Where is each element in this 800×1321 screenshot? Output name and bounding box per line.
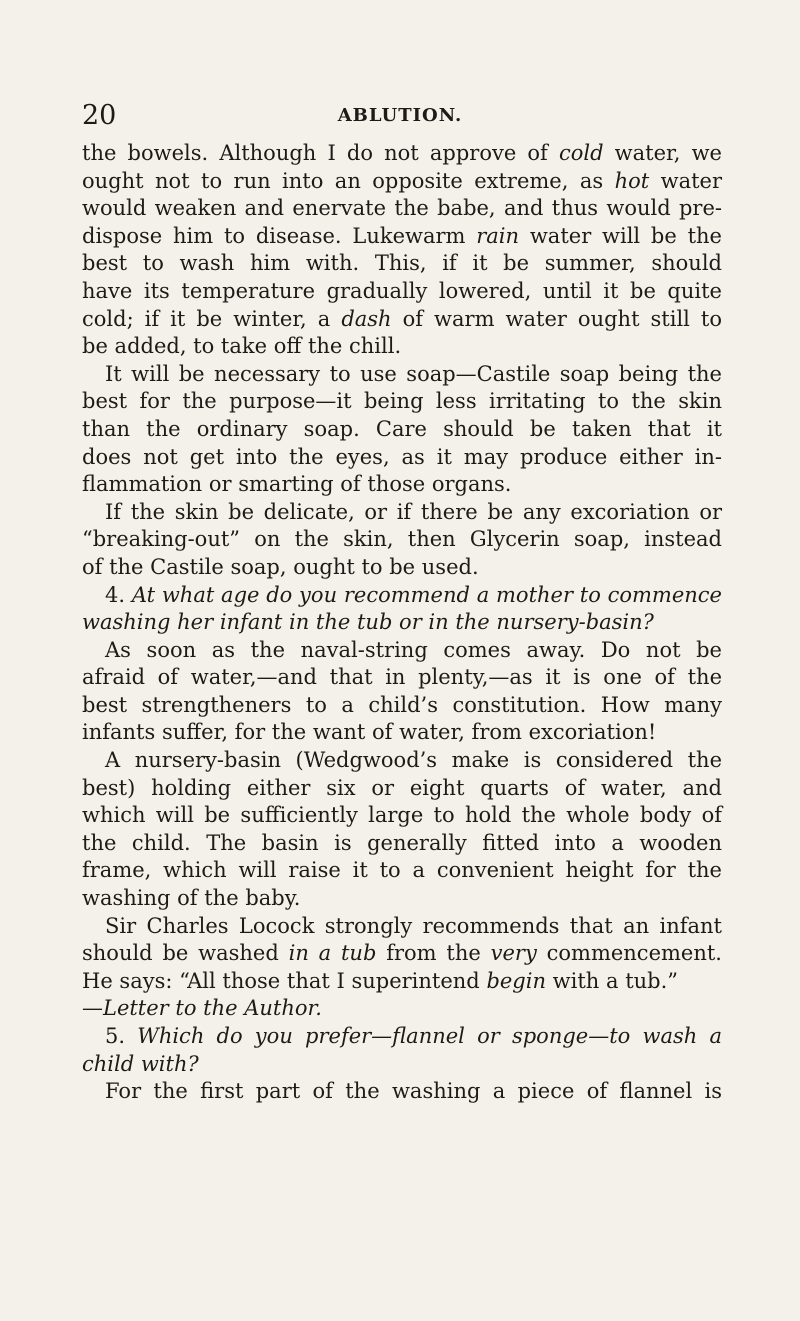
- text-segment: A nursery-basin (Wedgwood’s make is considered the: [105, 748, 722, 773]
- text-segment: If the skin be delicate, or if there be any excoriation or: [105, 499, 722, 524]
- text-line: [82, 1051, 722, 1079]
- text-line: [82, 250, 722, 278]
- text-segment: Sir Charles Locock strongly recommends that an infant: [105, 913, 722, 938]
- text-segment: cold; if it be winter, a: [82, 306, 342, 331]
- text-line: [82, 444, 722, 472]
- text-line: [82, 140, 722, 168]
- text-line: [82, 168, 722, 196]
- text-line: [82, 278, 722, 306]
- italic-text: very: [490, 941, 537, 966]
- text-line: [82, 609, 722, 637]
- text-segment: water will be the: [519, 223, 722, 248]
- text-line: [82, 968, 722, 996]
- text-segment: best strengtheners to a child’s constitution. How many: [82, 692, 722, 717]
- text-segment: with a tub.”: [546, 968, 679, 993]
- text-segment: best) holding either six or eight quarts of water, and: [82, 775, 722, 800]
- text-segment: best to wash him with. This, if it be summer, should: [82, 251, 722, 276]
- text-line: [82, 719, 722, 747]
- text-line: [82, 664, 722, 692]
- text-segment: washing of the baby.: [82, 886, 301, 911]
- text-line: [82, 637, 722, 665]
- italic-text: dash: [341, 306, 392, 331]
- text-line: [82, 885, 722, 913]
- text-segment: 5.: [105, 1024, 138, 1048]
- text-segment: be added, to take off the chill.: [82, 334, 402, 359]
- text-segment: than the ordinary soap. Care should be taken that it: [82, 416, 722, 441]
- text-segment: of warm water ought still to: [391, 306, 722, 331]
- text-segment: water: [649, 168, 722, 193]
- text-line: [82, 775, 722, 803]
- italic-text: hot: [614, 168, 650, 193]
- text-line: [82, 692, 722, 720]
- text-line: [82, 913, 722, 941]
- text-line: [82, 1078, 722, 1106]
- text-segment: water, we: [603, 141, 722, 165]
- text-segment: “breaking-out” on the skin, then Glycerin soap, instead: [82, 527, 722, 552]
- italic-text: in a tub: [288, 941, 377, 966]
- text-line: [82, 802, 722, 830]
- text-segment: dispose him to disease. Lukewarm: [82, 223, 477, 248]
- text-segment: 4.: [105, 582, 132, 607]
- text-segment: infants suffer, for the want of water, from excoriation!: [82, 720, 657, 745]
- italic-text: Letter to the Author.: [103, 996, 322, 1021]
- body-text: [82, 140, 722, 1106]
- text-line: [82, 306, 722, 334]
- text-line: [82, 195, 722, 223]
- text-segment: afraid of water,—and that in plenty,—as it is one of the: [82, 665, 722, 690]
- text-line: [82, 554, 722, 582]
- text-segment: It will be necessary to use soap—Castile soap being the: [105, 361, 722, 386]
- italic-text: rain: [476, 223, 520, 248]
- text-segment: commencement.: [536, 941, 722, 966]
- text-segment: best for the purpose—it being less irritating to the skin: [82, 389, 722, 414]
- text-segment: from the: [376, 941, 491, 966]
- text-line: [82, 223, 722, 251]
- text-segment: He says: “All those that I superintend: [82, 968, 487, 993]
- italic-text: Which do you prefer—flannel or sponge—to wash a: [137, 1024, 722, 1048]
- text-line: [82, 830, 722, 858]
- text-line: [82, 361, 722, 389]
- text-segment: would weaken and enervate the babe, and thus would pre-: [82, 196, 722, 221]
- page-number: 20: [82, 100, 117, 131]
- text-line: [82, 388, 722, 416]
- text-line: [82, 499, 722, 527]
- text-line: [82, 940, 722, 968]
- text-segment: does not get into the eyes, as it may produce either in-: [82, 444, 722, 469]
- text-segment: For the first part of the washing a piece of flannel is: [105, 1079, 722, 1104]
- text-segment: the child. The basin is generally fitted into a wooden: [82, 830, 722, 855]
- text-segment: ought not to run into an opposite extreme, as: [82, 168, 615, 193]
- text-line: [82, 471, 722, 499]
- text-line: [82, 747, 722, 775]
- italic-text: washing her infant in the tub or in the nursery-basin?: [82, 610, 654, 635]
- text-segment: should be washed: [82, 941, 289, 966]
- text-segment: the bowels. Although I do not approve of: [82, 141, 559, 165]
- text-segment: have its temperature gradually lowered, until it be quite: [82, 278, 722, 303]
- text-line: [82, 416, 722, 444]
- text-line: [82, 857, 722, 885]
- italic-text: At what age do you recommend a mother to commence: [131, 582, 722, 607]
- running-head: ABLUTION.: [337, 105, 463, 126]
- text-line: [82, 1023, 722, 1051]
- page-header: [82, 100, 718, 130]
- text-line: [82, 582, 722, 610]
- text-line: [82, 333, 722, 361]
- text-segment: flammation or smarting of those organs.: [82, 472, 512, 497]
- text-segment: As soon as the naval-string comes away. Do not be: [105, 637, 722, 662]
- italic-text: begin: [486, 968, 546, 993]
- text-segment: of the Castile soap, ought to be used.: [82, 554, 479, 579]
- italic-text: cold: [558, 141, 604, 165]
- text-line: [82, 526, 722, 554]
- text-segment: —: [82, 996, 103, 1021]
- text-line: [82, 995, 722, 1023]
- text-segment: frame, which will raise it to a convenient height for the: [82, 858, 722, 883]
- text-segment: which will be sufficiently large to hold the whole body of: [82, 803, 722, 828]
- italic-text: child with?: [82, 1051, 199, 1076]
